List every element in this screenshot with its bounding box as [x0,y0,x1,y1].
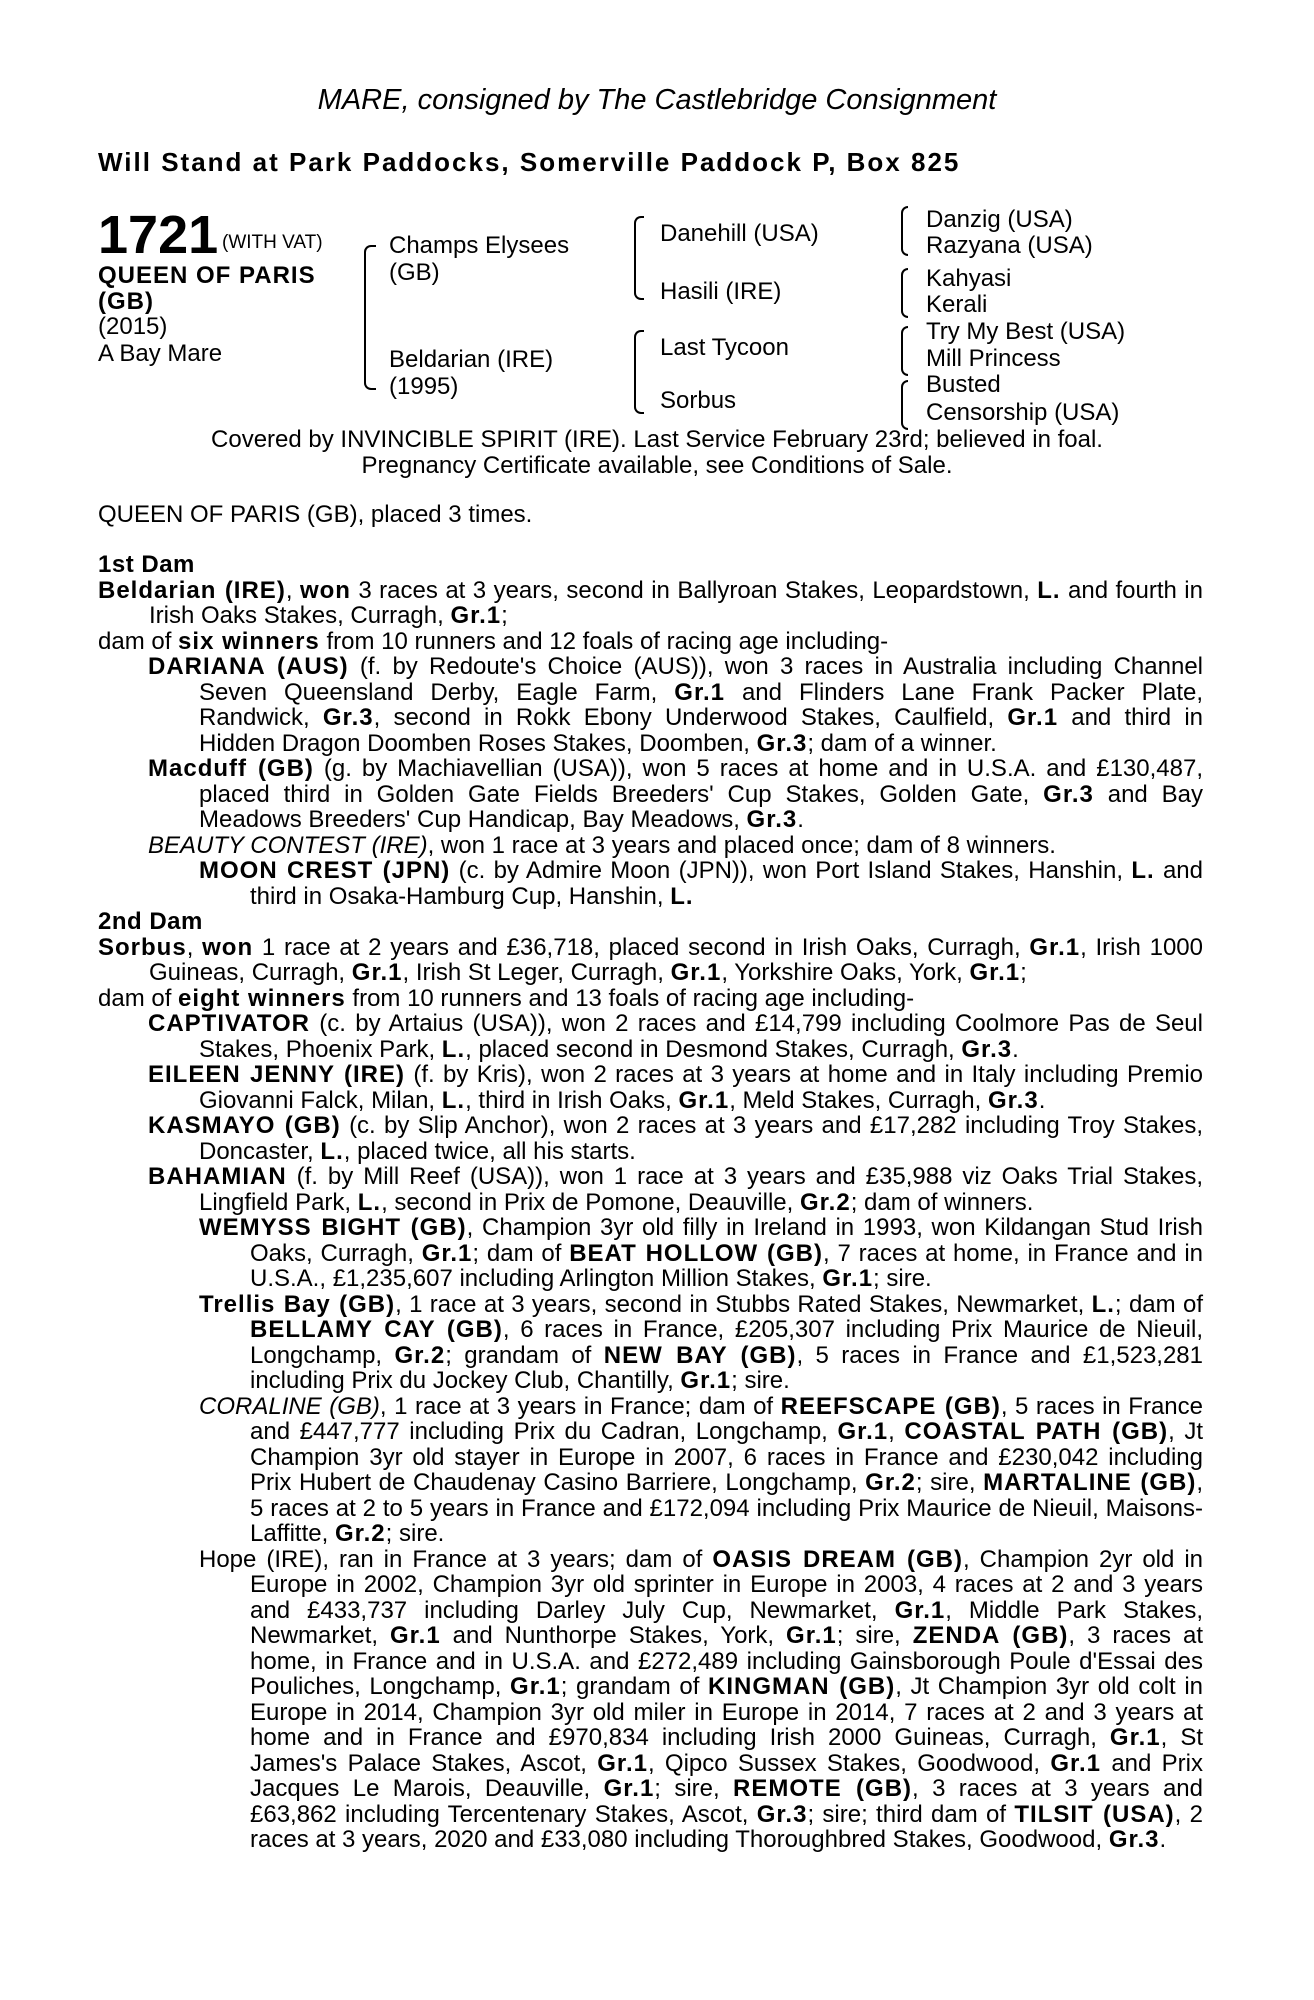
covered-note: Covered by INVINCIBLE SPIRIT (IRE). Last Service February 23rd; believed in foal. [211,426,1103,453]
ancestor-8: Censorship (USA) [926,399,1120,426]
stand-location: Will Stand at Park Paddocks, Somerville Paddock P, Box 825 [98,147,961,177]
pedigree-bracket-g78 [901,380,908,430]
lot-number: 1721 [98,205,219,265]
produce-wemyss-bight: WEMYSS BIGHT (GB), Champion 3yr old filly in Ireland in 1993, won Kildangan Stud Irish Oaks, Curragh, Gr.1; dam of BEAT HOLLOW (GB), 7 races at home, in France and in U.S.A., £1,235,607 including Arlington Million Stakes, Gr.1; sire. [199,1214,1204,1292]
ancestor-3: Kahyasi [926,265,1012,292]
sire-country: (GB) [389,259,440,286]
first-dam-heading: 1st Dam [98,551,195,578]
summary-line: QUEEN OF PARIS (GB), placed 3 times. [98,501,533,528]
ancestor-1: Danzig (USA) [926,206,1073,233]
produce-bahamian: BAHAMIAN (f. by Mill Reef (USA)), won 1 race at 3 years and £35,988 viz Oaks Trial Stakes, Lingfield Park, L., second in Prix de Pomone, Deauville, Gr.2; dam of winners. [148,1163,1203,1216]
dam-dam: Sorbus [660,387,737,414]
ancestor-7: Busted [926,371,1001,398]
sire-name: Champs Elysees [389,232,570,259]
produce-hope: Hope (IRE), ran in France at 3 years; dam of OASIS DREAM (GB), Champion 2yr old in Europe in 2002, Champion 3yr old sprinter in Europe in 2003, 4 races at 2 and 3 years and £433,737 including Darley July Cup, Newmarket, Gr.1, Middle Park Stakes, Newmarket, Gr.1 and Nunthorpe Stakes, York, Gr.1; sire, ZENDA (GB), 3 races at home, in France and in U.S.A. and £272,489 including Gainsborough Poule d'Essai des Pouliches, Longchamp, Gr.1; grandam of KINGMAN (GB), Jt Champion 3yr old colt in Europe in 2014, Champion 3yr old miler in Europe in 2014, 7 races at 2 and 3 years at home and in France and £970,834 including Irish 2000 Guineas, Curragh, Gr.1, St James's Palace Stakes, Ascot, Gr.1, Qipco Sussex Stakes, Goodwood, Gr.1 and Prix Jacques Le Marois, Deauville, Gr.1; sire, REMOTE (GB), 3 races at 3 years and £63,862 including Tercentenary Stakes, Ascot, Gr.3; sire; third dam of TILSIT (USA), 2 races at 3 years, 2020 and £33,080 including Thoroughbred Stakes, Goodwood, Gr.3. [199,1545,1204,1853]
pedigree-bracket-g56 [901,326,908,376]
horse-name: QUEEN OF PARIS [98,262,316,289]
pregnancy-note: Pregnancy Certificate available, see Conditions of Sale. [361,452,953,479]
second-dam-produce-intro: dam of eight winners from 10 runners and 13 foals of racing age including- [98,984,915,1012]
produce-kasmayo: KASMAYO (GB) (c. by Slip Anchor), won 2 races at 3 years and £17,282 including Troy Stakes, Doncaster, L., placed twice, all his starts. [148,1112,1203,1165]
pedigree-body [98,552,1203,1853]
first-dam-entry: Beldarian (IRE), won 3 races at 3 years, second in Ballyroan Stakes, Leopardstown, L. and fourth in Irish Oaks Stakes, Curragh, Gr.1; [98,576,1203,629]
first-dam-produce-intro: dam of six winners from 10 runners and 12 foals of racing age including- [98,627,889,655]
produce-trellis-bay: Trellis Bay (GB), 1 race at 3 years, second in Stubbs Rated Stakes, Newmarket, L.; dam of BELLAMY CAY (GB), 6 races in France, £205,307 including Prix Maurice de Nieuil, Longchamp, Gr.2; grandam of NEW BAY (GB), 5 races in France and £1,523,281 including Prix du Jockey Club, Chantilly, Gr.1; sire. [199,1290,1203,1394]
produce-macduff: Macduff (GB) (g. by Machiavellian (USA)), won 5 races at home and in U.S.A. and £130,487, placed third in Golden Gate Fields Breeders' Cup Stakes, Golden Gate, Gr.3 and Bay Meadows Breeders' Cup Handicap, Bay Meadows, Gr.3. [148,755,1204,833]
produce-beauty-contest: BEAUTY CONTEST (IRE), won 1 race at 3 years and placed once; dam of 8 winners. [148,831,1056,859]
foaling-year: (2015) [98,313,168,340]
produce-moon-crest: MOON CREST (JPN) (c. by Admire Moon (JPN)), won Port Island Stakes, Hanshin, L. and third in Osaka-Hamburg Cup, Hanshin, L. [199,857,1203,910]
ancestor-6: Mill Princess [926,345,1061,372]
pedigree-bracket-g34 [901,268,908,318]
horse-name-country: (GB) [98,288,154,315]
produce-captivator: CAPTIVATOR (c. by Artaius (USA)), won 2 races and £14,799 including Coolmore Pas de Seul Stakes, Phoenix Park, L., placed second in Desmond Stakes, Curragh, Gr.3. [148,1010,1203,1063]
dam-name: Beldarian (IRE) [389,346,554,373]
vat-note: (WITH VAT) [222,232,323,253]
produce-eileen-jenny: EILEEN JENNY (IRE) (f. by Kris), won 2 races at 3 years at home and in Italy including Premio Giovanni Falck, Milan, L., third in Irish Oaks, Gr.1, Meld Stakes, Curragh, Gr.3. [148,1061,1203,1114]
dam-sire: Last Tycoon [660,334,789,361]
produce-coraline: CORALINE (GB), 1 race at 3 years in France; dam of REEFSCAPE (GB), 5 races in France and £447,777 including Prix du Cadran, Longchamp, Gr.1, COASTAL PATH (GB), Jt Champion 3yr old stayer in Europe in 2007, 6 races in France and £230,042 including Prix Hubert de Chaudenay Casino Barriere, Longchamp, Gr.2; sire, MARTALINE (GB), 5 races at 2 to 5 years in France and £172,094 including Prix Maurice de Nieuil, Maisons-Laffitte, Gr.2; sire. [199,1392,1204,1547]
horse-description: A Bay Mare [98,340,223,367]
sire-dam: Hasili (IRE) [660,278,782,305]
pedigree-bracket-sire [634,216,644,300]
second-dam-heading: 2nd Dam [98,908,203,935]
ancestor-5: Try My Best (USA) [926,318,1126,345]
pedigree-bracket-dam [634,330,644,414]
pedigree-bracket-g12 [901,206,908,256]
dam-year: (1995) [389,373,459,400]
produce-dariana: DARIANA (AUS) (f. by Redoute's Choice (AUS)), won 3 races in Australia including Channel Seven Queensland Derby, Eagle Farm, Gr.1 and Flinders Lane Frank Packer Plate, Randwick, Gr.3, second in Rokk Ebony Underwood Stakes, Caulfield, Gr.1 and third in Hidden Dragon Doomben Roses Stakes, Doomben, Gr.3; dam of a winner. [148,653,1204,757]
ancestor-4: Kerali [926,291,988,318]
second-dam-entry: Sorbus, won 1 race at 2 years and £36,718, placed second in Irish Oaks, Curragh, Gr.1, Irish 1000 Guineas, Curragh, Gr.1, Irish St Leger, Curragh, Gr.1, Yorkshire Oaks, York, Gr.1; [98,933,1203,986]
sire-sire: Danehill (USA) [660,220,819,247]
pedigree-bracket-main [364,245,376,390]
ancestor-2: Razyana (USA) [926,232,1093,259]
consignor-heading: MARE, consigned by The Castlebridge Consignment [317,84,997,116]
